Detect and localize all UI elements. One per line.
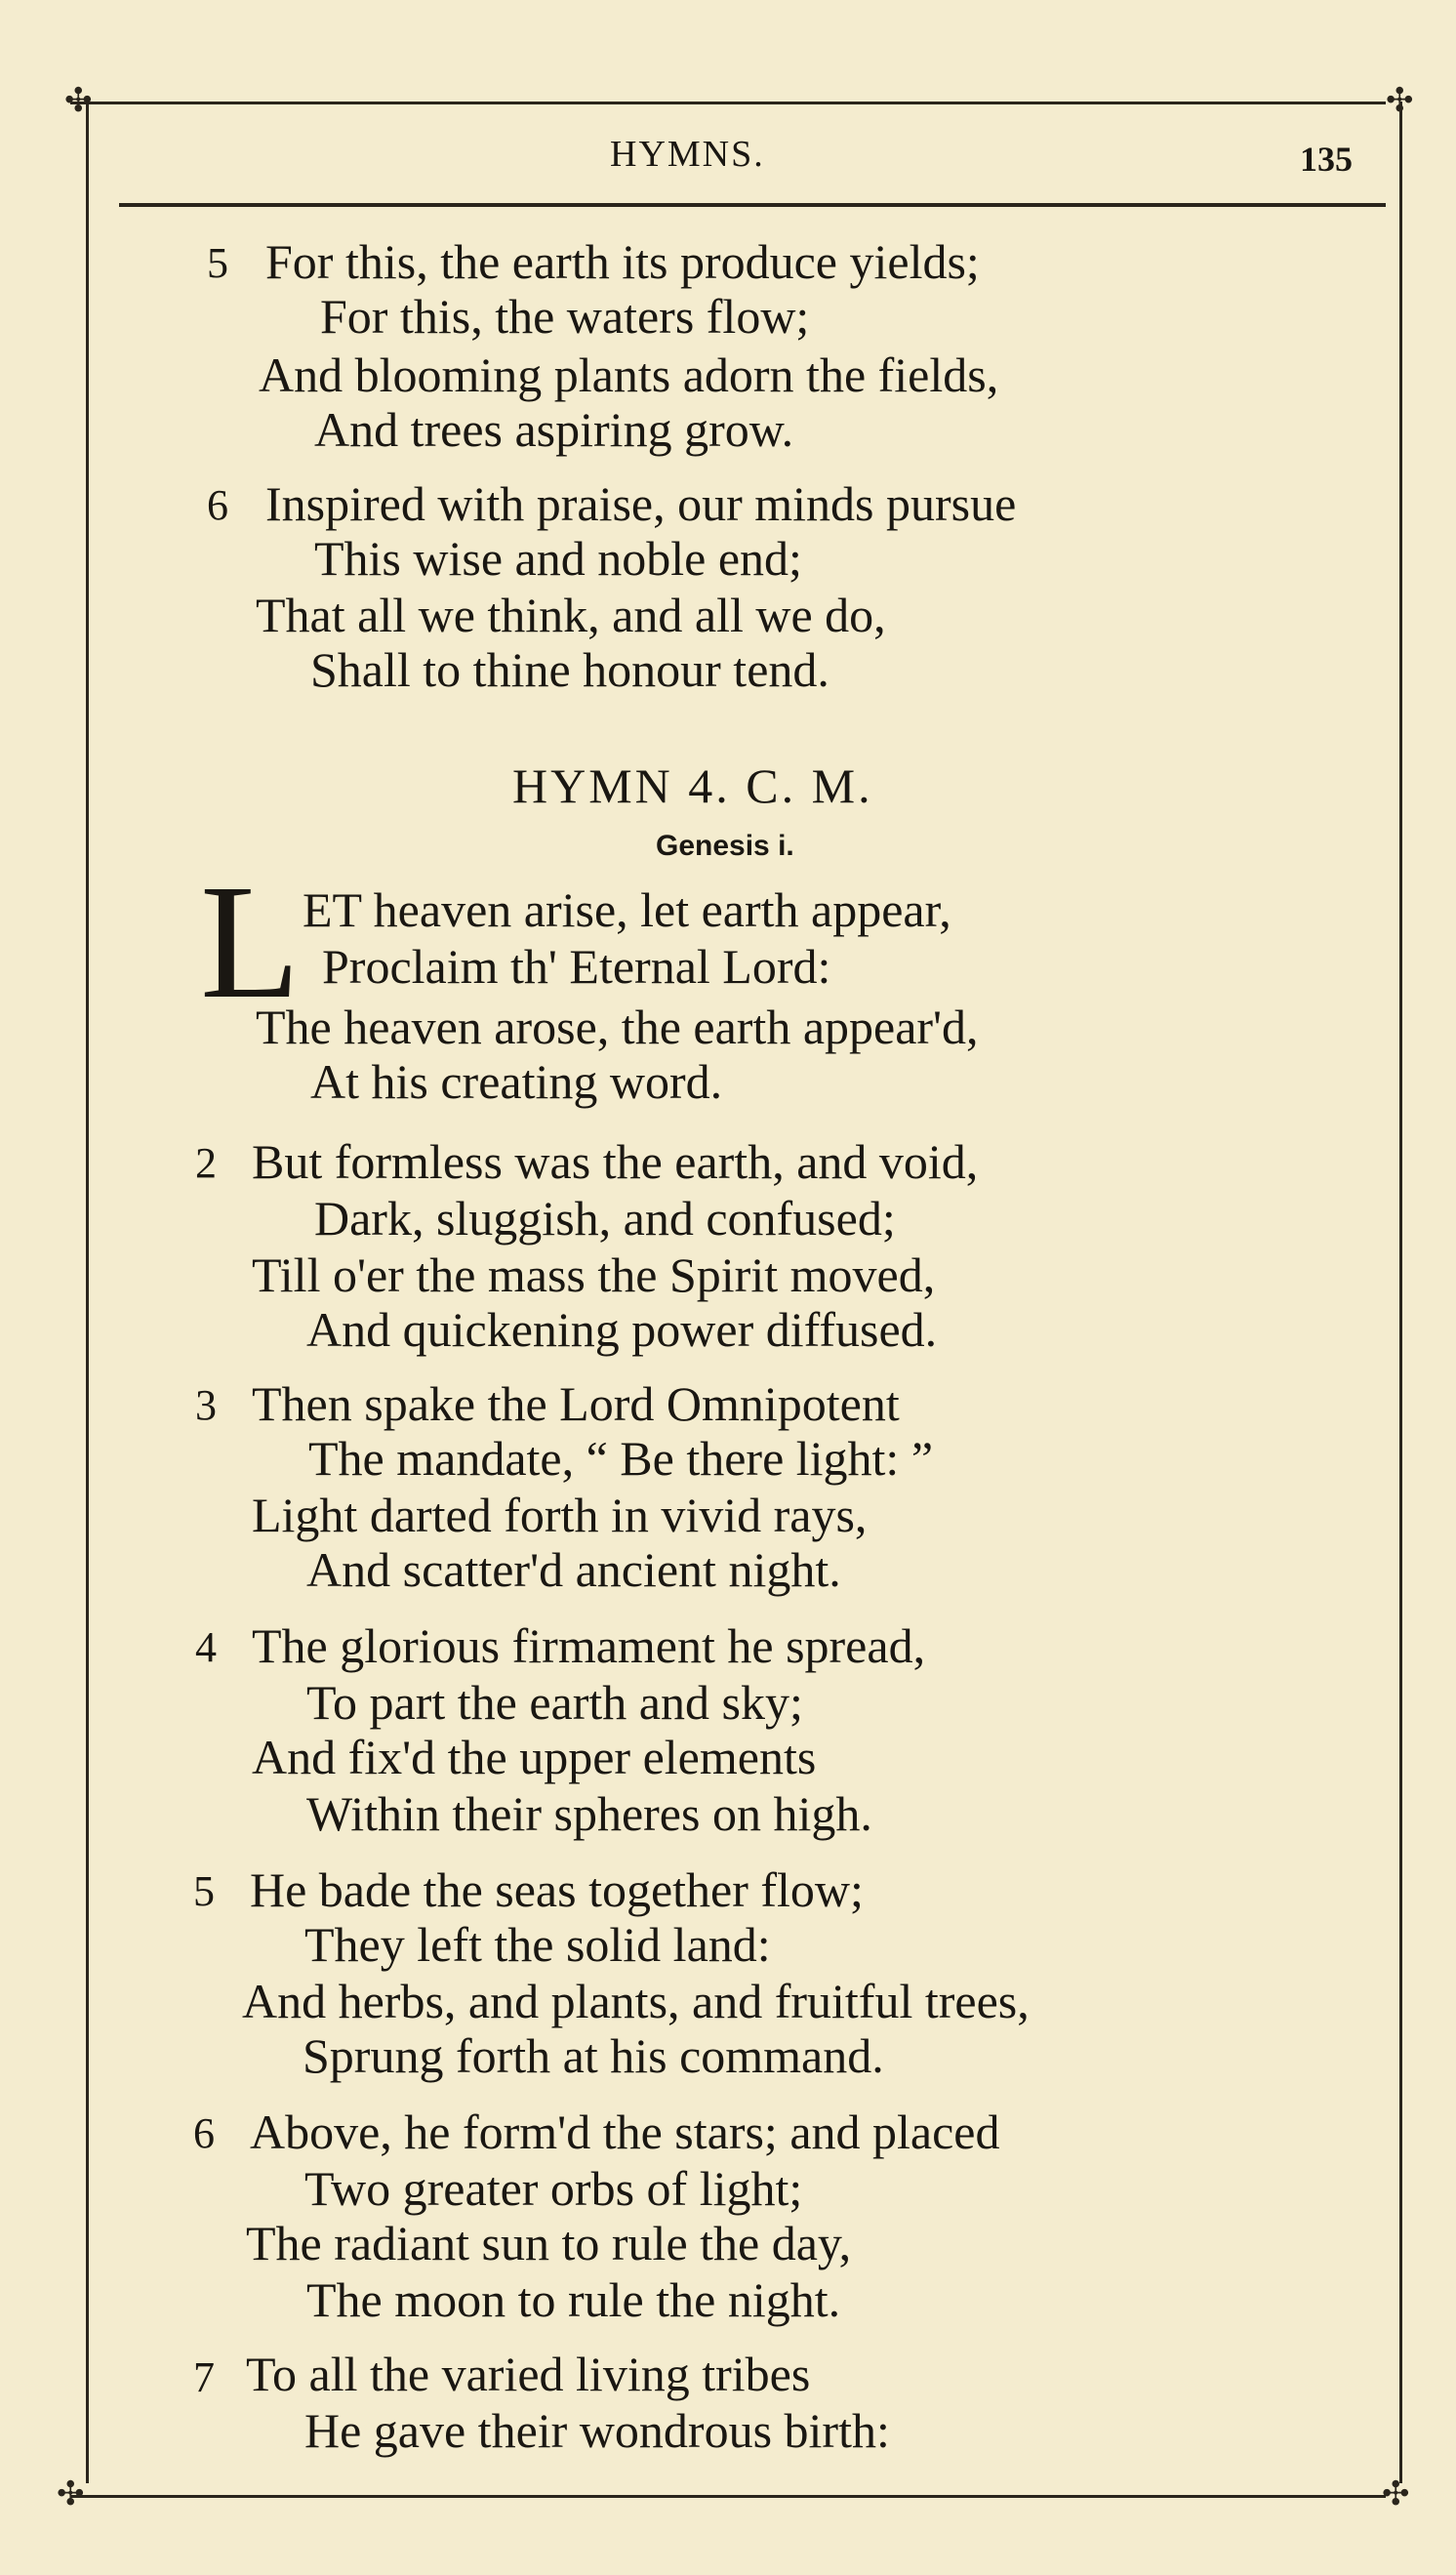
running-head: HYMNS. <box>610 134 765 175</box>
verse-line: Inspired with praise, our minds pursue <box>265 476 1017 531</box>
stanza-number: 5 <box>193 1867 215 1915</box>
scripture-reference: Genesis i. <box>656 830 794 862</box>
bottom-rule <box>70 2495 1386 2498</box>
verse-line: Proclaim th' Eternal Lord: <box>322 939 831 994</box>
verse-line: They left the solid land: <box>304 1917 771 1972</box>
verse-line: To part the earth and sky; <box>306 1675 803 1730</box>
verse-line: To all the varied living tribes <box>246 2347 811 2401</box>
verse-line: The radiant sun to rule the day, <box>246 2216 852 2270</box>
top-right-ornament-icon: ✣ <box>1386 81 1414 120</box>
verse-line: Shall to thine honour tend. <box>310 642 829 697</box>
verse-line: And blooming plants adorn the fields, <box>259 347 999 402</box>
stanza-number: 4 <box>195 1623 217 1671</box>
verse-line: The heaven arose, the earth appear'd, <box>256 1000 979 1054</box>
verse-line: Then spake the Lord Omnipotent <box>252 1376 900 1431</box>
stanza-number: 6 <box>193 2109 215 2157</box>
verse-line: ET heaven arise, let earth appear, <box>303 882 951 937</box>
verse-line: Dark, sluggish, and confused; <box>314 1191 896 1246</box>
left-rule <box>86 102 89 2483</box>
verse-line: But formless was the earth, and void, <box>252 1134 979 1189</box>
stanza-number: 3 <box>195 1381 217 1429</box>
verse-line: Within their spheres on high. <box>306 1786 872 1841</box>
verse-line: Two greater orbs of light; <box>304 2161 803 2216</box>
verse-line: At his creating word. <box>310 1054 723 1109</box>
top-left-ornament-icon: ✣ <box>64 81 93 120</box>
verse-line: Till o'er the mass the Spirit moved, <box>252 1247 936 1302</box>
verse-line: That all we think, and all we do, <box>256 588 886 642</box>
verse-line: And herbs, and plants, and fruitful trees, <box>242 1974 1030 2028</box>
stanza-number: 6 <box>207 481 228 529</box>
verse-line: Light darted forth in vivid rays, <box>252 1488 868 1542</box>
verse-line: Above, he form'd the stars; and placed <box>250 2105 1000 2159</box>
stanza-number: 2 <box>195 1139 217 1187</box>
verse-line: The moon to rule the night. <box>306 2272 841 2327</box>
drop-cap: L <box>200 851 301 1033</box>
stanza-number: 7 <box>193 2353 215 2401</box>
verse-line: This wise and noble end; <box>314 531 802 586</box>
bottom-right-ornament-icon: ✣ <box>1382 2474 1410 2514</box>
stanza-number: 5 <box>207 239 228 287</box>
verse-line: The mandate, “ Be there light: ” <box>308 1431 934 1486</box>
verse-line: And trees aspiring grow. <box>314 402 794 457</box>
page-number: 135 <box>1300 140 1353 179</box>
verse-line: And fix'd the upper elements <box>252 1730 817 1784</box>
header-rule <box>119 203 1386 207</box>
right-rule <box>1399 102 1402 2483</box>
verse-line: The glorious firmament he spread, <box>252 1618 926 1673</box>
hymn-title: HYMN 4. C. M. <box>512 758 873 813</box>
verse-line: He gave their wondrous birth: <box>304 2403 890 2458</box>
verse-line: He bade the seas together flow; <box>250 1862 864 1917</box>
verse-line: For this, the earth its produce yields; <box>265 234 980 289</box>
top-rule <box>70 102 1386 104</box>
bottom-left-ornament-icon: ✣ <box>57 2474 85 2514</box>
verse-line: And quickening power diffused. <box>306 1302 938 1357</box>
verse-line: For this, the waters flow; <box>320 289 810 344</box>
verse-line: And scatter'd ancient night. <box>306 1542 841 1597</box>
verse-line: Sprung forth at his command. <box>303 2028 884 2083</box>
